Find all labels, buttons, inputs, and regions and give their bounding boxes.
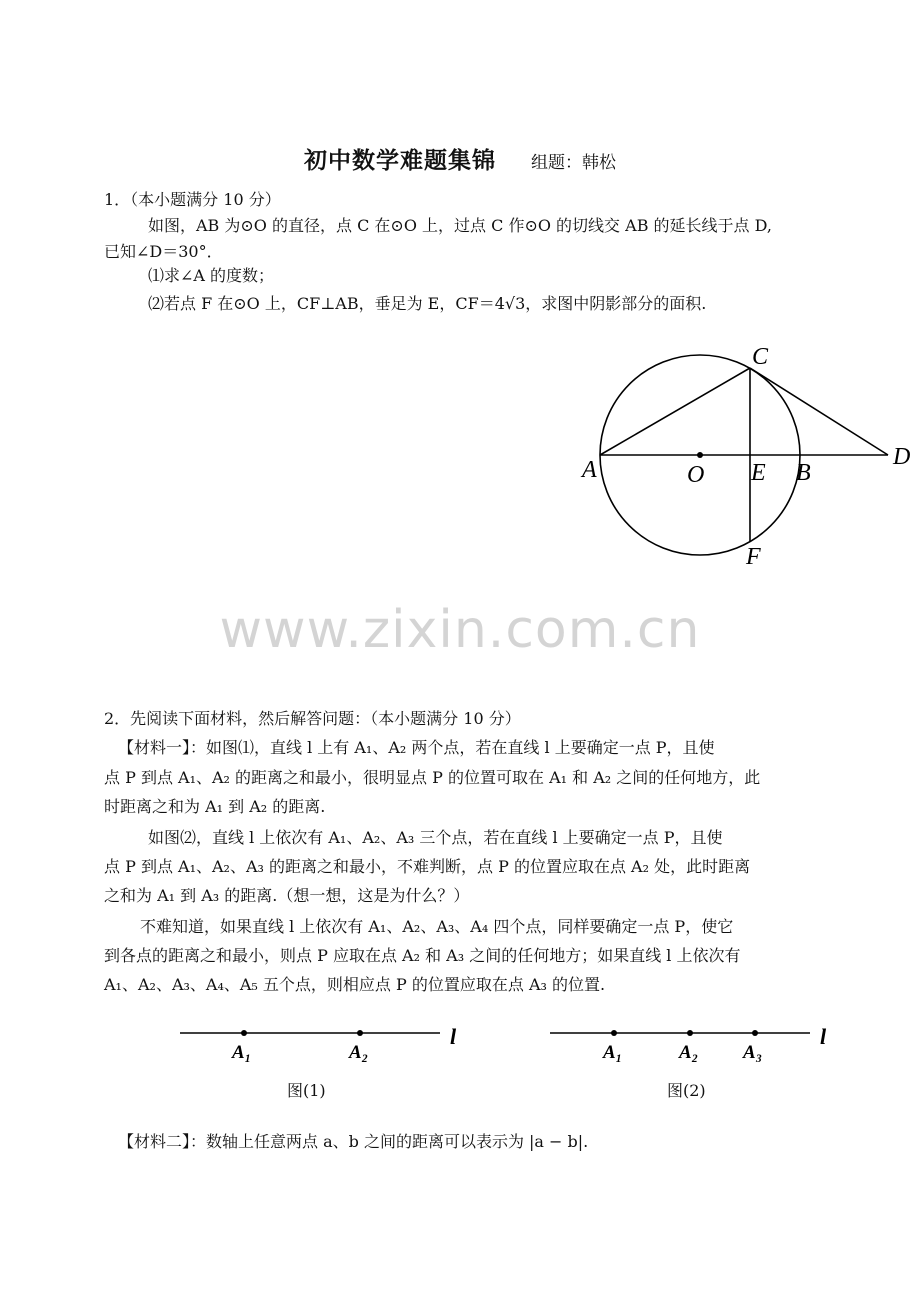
problem1-line2: 已知∠D＝30°． bbox=[104, 242, 223, 261]
label-a: A bbox=[582, 457, 597, 483]
label-a1: A₁ bbox=[232, 1042, 252, 1063]
paragraph2-line2: 点 P 到点 A₁、A₂、A₃ 的距离之和最小，不难判断，点 P 的位置应取在点 A₂ 处，此时距离 bbox=[104, 857, 751, 876]
material1-line1: 【材料一】：如图⑴，直线 l 上有 A₁、A₂ 两个点，若在直线 l 上要确定一点 P，且使 bbox=[118, 738, 715, 757]
label-e: E bbox=[751, 460, 766, 486]
watermark: www.zixin.com.cn bbox=[219, 600, 701, 660]
material1-line3: 时距离之和为 A₁ 到 A₂ 的距离. bbox=[104, 797, 326, 816]
label-line-l-2: l bbox=[820, 1024, 827, 1049]
label-a2: A₂ bbox=[349, 1042, 369, 1063]
label-a2-fig2: A₂ bbox=[679, 1042, 699, 1063]
number-line-figure-2 bbox=[540, 1015, 840, 1065]
circle-geometry-figure bbox=[560, 330, 920, 580]
label-c: C bbox=[752, 344, 769, 370]
point-a2 bbox=[357, 1030, 363, 1036]
point-a1 bbox=[241, 1030, 247, 1036]
point-a3-fig2 bbox=[752, 1030, 758, 1036]
tangent-cd bbox=[750, 368, 888, 455]
segment-ac bbox=[600, 368, 750, 455]
label-a3-fig2: A₃ bbox=[743, 1042, 763, 1063]
problem1-heading: 1．（本小题满分 10 分） bbox=[104, 190, 281, 209]
problem2-heading: 2．先阅读下面材料，然后解答问题：（本小题满分 10 分） bbox=[104, 709, 521, 728]
label-line-l-1: l bbox=[450, 1024, 457, 1049]
page-subtitle: 组题：韩松 bbox=[531, 153, 617, 173]
point-a2-fig2 bbox=[687, 1030, 693, 1036]
label-d: D bbox=[893, 444, 911, 470]
material2-line: 【材料二】：数轴上任意两点 a、b 之间的距离可以表示为 |a − b|. bbox=[118, 1132, 589, 1151]
center-point-o bbox=[697, 452, 703, 458]
material1-line2: 点 P 到点 A₁、A₂ 的距离之和最小，很明显点 P 的位置可取在 A₁ 和 A₂ 之间的任何地方，此 bbox=[104, 768, 761, 787]
page-title: 初中数学难题集锦 bbox=[303, 147, 496, 174]
paragraph3-line3: A₁、A₂、A₃、A₄、A₅ 五个点，则相应点 P 的位置应取在点 A₃ 的位置. bbox=[104, 975, 606, 994]
number-line-figure-1 bbox=[170, 1015, 470, 1065]
problem1-question1: ⑴求∠A 的度数； bbox=[148, 266, 275, 285]
problem1-line1: 如图，AB 为⊙O 的直径，点 C 在⊙O 上，过点 C 作⊙O 的切线交 AB 的延长线于点 D, bbox=[148, 216, 772, 235]
figure2-caption: 图(2) bbox=[667, 1081, 706, 1100]
figure1-caption: 图(1) bbox=[287, 1081, 326, 1100]
problem1-question2: ⑵若点 F 在⊙O 上，CF⊥AB，垂足为 E，CF＝4√3，求图中阴影部分的面积. bbox=[148, 294, 707, 313]
label-b: B bbox=[796, 460, 811, 486]
page-header bbox=[0, 142, 920, 175]
paragraph3-line2: 到各点的距离之和最小，则点 P 应取在点 A₂ 和 A₃ 之间的任何地方；如果直线 l 上依次有 bbox=[104, 946, 741, 965]
label-a1-fig2: A₁ bbox=[603, 1042, 623, 1063]
paragraph3-line1: 不难知道，如果直线 l 上依次有 A₁、A₂、A₃、A₄ 四个点，同样要确定一点 P，使它 bbox=[140, 917, 734, 936]
point-a1-fig2 bbox=[611, 1030, 617, 1036]
paragraph2-line1: 如图⑵，直线 l 上依次有 A₁、A₂、A₃ 三个点，若在直线 l 上要确定一点 P，且使 bbox=[148, 828, 723, 847]
label-o: O bbox=[687, 462, 705, 488]
paragraph2-line3: 之和为 A₁ 到 A₃ 的距离.（想一想，这是为什么？） bbox=[104, 886, 470, 905]
label-f: F bbox=[746, 544, 761, 570]
